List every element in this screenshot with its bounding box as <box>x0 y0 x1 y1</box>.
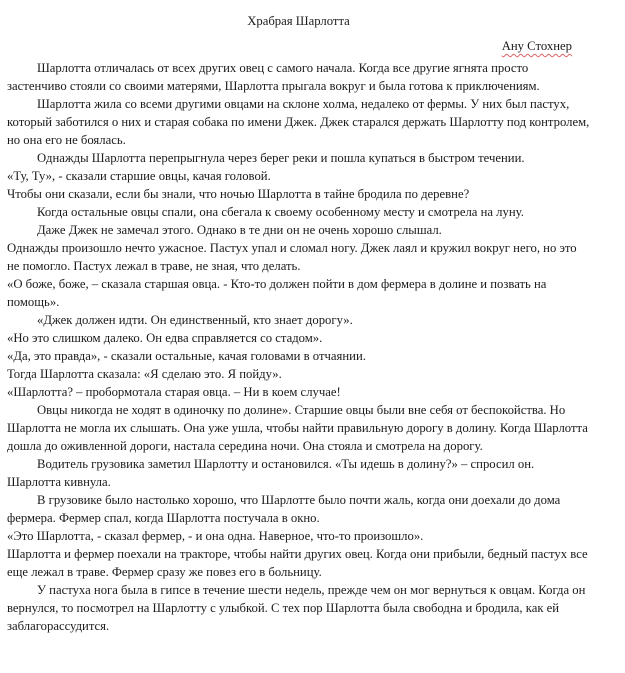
paragraph: Чтобы они сказали, если бы знали, что ночью Шарлотта в тайне бродила по деревне? <box>7 187 470 201</box>
paragraph: «О боже, боже, – сказала старшая овца. - Кто-то должен пойти в дом фермера в долине и позвать на помощь». <box>7 277 547 309</box>
paragraph: Когда остальные овцы спали, она сбегала к своему особенному месту и смотрела на луну. <box>37 205 524 219</box>
paragraph: Шарлотта и фермер поехали на тракторе, чтобы найти других овец. Когда они прибыли, бедный пастух все еще лежал в траве. Фермер сразу же повез его в больницу. <box>7 547 588 579</box>
paragraph: «Ту, Ту», - сказали старшие овцы, качая головой. <box>7 169 271 183</box>
author-line <box>7 37 590 55</box>
paragraph: «Шарлотта? – пробормотала старая овца. – Ни в коем случае! <box>7 385 341 399</box>
paragraph: «Джек должен идти. Он единственный, кто знает дорогу». <box>37 313 353 327</box>
paragraph: Водитель грузовика заметил Шарлотту и остановился. «Ты идешь в долину?» – спросил он. Шарлотта кивнула. <box>7 457 535 489</box>
paragraph: В грузовике было настолько хорошо, что Шарлотте было почти жаль, когда они доехали до дома фермера. Фермер спал, когда Шарлотта постучала в окно. <box>7 493 561 525</box>
author-name: Ану Стохнер <box>501 39 572 53</box>
paragraph: Даже Джек не замечал этого. Однако в те дни он не очень хорошо слышал. <box>37 223 442 237</box>
paragraph: «Но это слишком далеко. Он едва справляется со стадом». <box>7 331 323 345</box>
document-title: Храбрая Шарлотта <box>247 14 350 28</box>
paragraph: «Да, это правда», - сказали остальные, качая головами в отчаянии. <box>7 349 366 363</box>
paragraph: Шарлотта жила со всеми другими овцами на склоне холма, недалеко от фермы. У них был пастух, который заботился о них и старая собака по имени Джек. Джек старался держать Шарлотту под контролем, но она его не боялась. <box>7 97 590 147</box>
paragraph: Тогда Шарлотта сказала: «Я сделаю это. Я пойду». <box>7 367 282 381</box>
paragraph: «Это Шарлотта, - сказал фермер, - и она одна. Наверное, что-то произошло». <box>7 529 424 543</box>
paragraph: Однажды произошло нечто ужасное. Пастух упал и сломал ногу. Джек лаял и кружил вокруг него, но это не помогло. Пастух лежал в траве, не зная, что делать. <box>7 241 577 273</box>
paragraph: Шарлотта отличалась от всех других овец с самого начала. Когда все другие ягнята просто застенчиво стояли со своими матерями, Шарлотта прыгала вокруг и была готова к приключениям. <box>7 61 540 93</box>
paragraph: У пастуха нога была в гипсе в течение шести недель, прежде чем он мог вернуться к овцам. Когда он вернулся, то посмотрел на Шарлотту с улыбкой. С тех пор Шарлотта была свободна и бродила, как ей заблагорассудится. <box>7 583 586 633</box>
document-body <box>7 59 590 635</box>
paragraph: Однажды Шарлотта перепрыгнула через берег реки и пошла купаться в быстром течении. <box>37 151 525 165</box>
paragraph: Овцы никогда не ходят в одиночку по долине». Старшие овцы были вне себя от беспокойства. Но Шарлотта не могла их слышать. Она уже ушла, чтобы найти правильную дорогу в долину. Когда Шарлотта дошла до оживленной дороги, настала середина ночи. Она стояла и смотрела на дорогу. <box>7 403 588 453</box>
